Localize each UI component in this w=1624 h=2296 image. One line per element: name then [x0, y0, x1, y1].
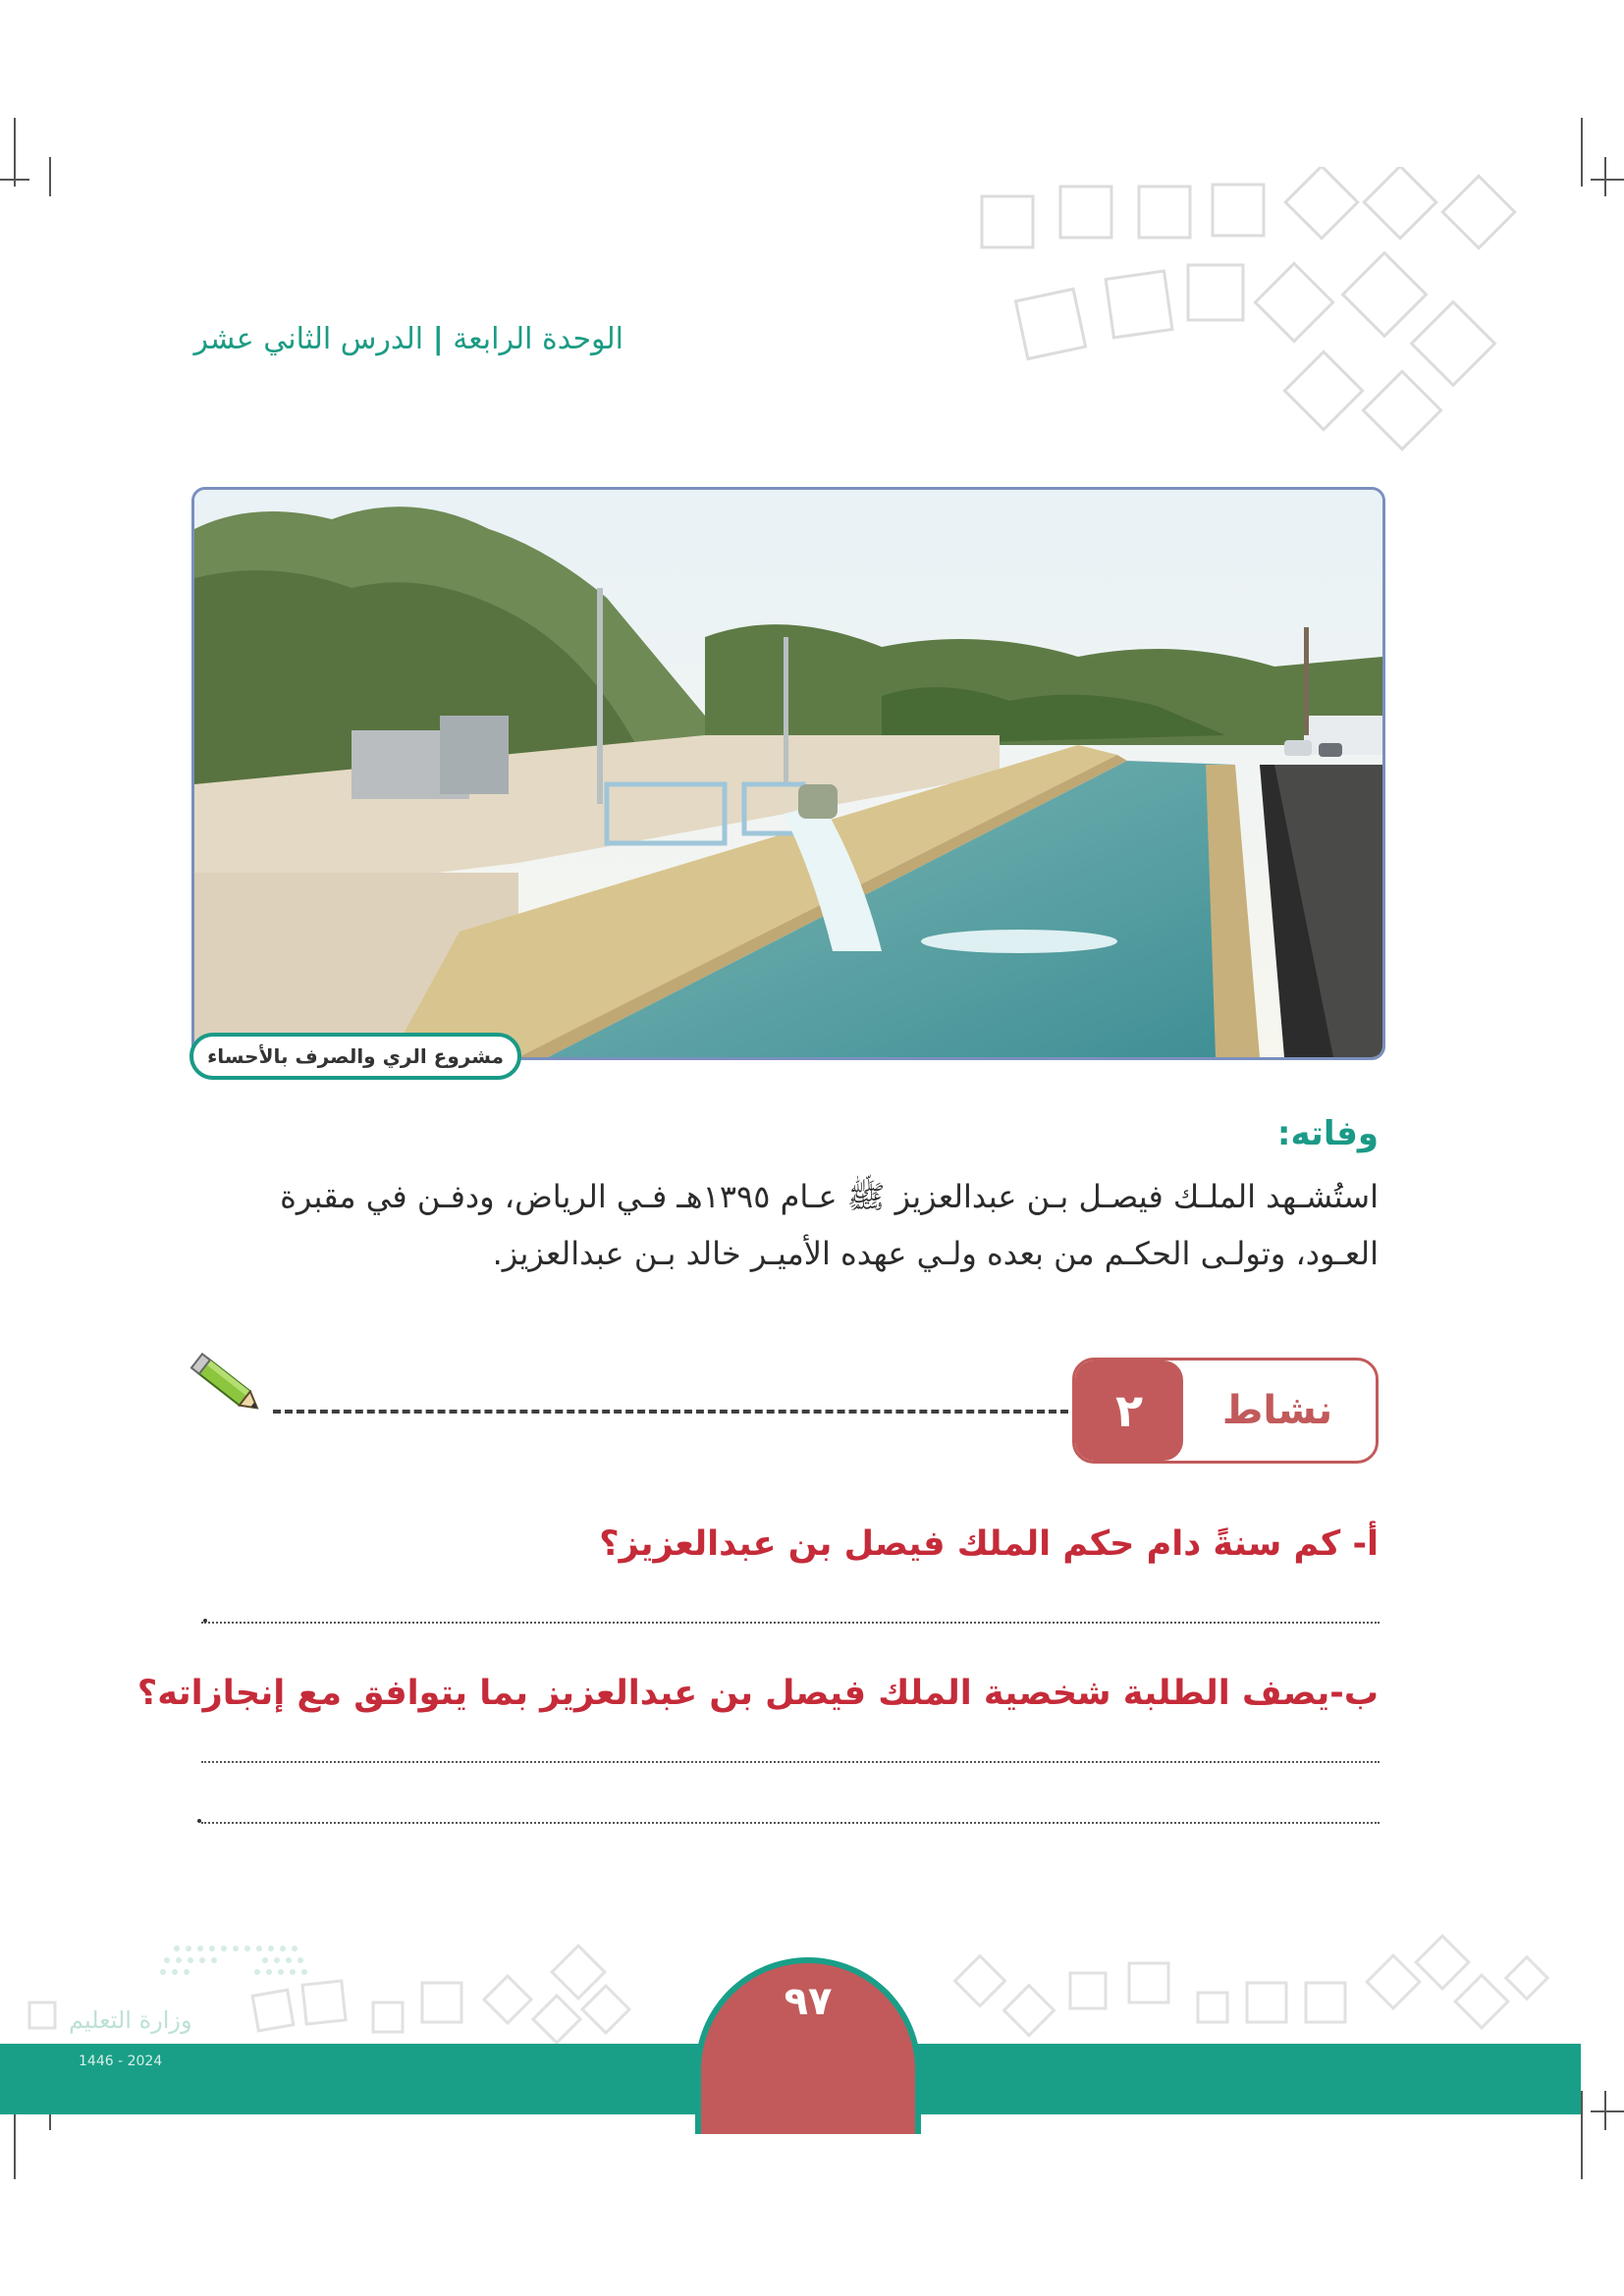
crop-mark — [1591, 2110, 1624, 2112]
activity-label: نشاط — [1221, 1388, 1333, 1433]
ministry-name: وزارة التعليم — [69, 2006, 192, 2034]
activity-badge — [1072, 1358, 1379, 1464]
crop-mark — [0, 179, 29, 181]
question-a: أ- كم سنةً دام حكم الملك فيصل بن عبدالعزيز؟ — [599, 1524, 1379, 1564]
crop-mark — [49, 157, 51, 196]
crop-mark — [1581, 2091, 1583, 2179]
decorative-pattern — [962, 167, 1571, 461]
answer-line-a[interactable] — [201, 1622, 1380, 1624]
paragraph-line: العـود، وتولـى الحكـم من بعده ولـي عهده الأميـر خالد بـن عبدالعزيز. — [492, 1235, 1379, 1272]
unit-lesson-header — [191, 322, 623, 356]
section-heading: وفاته: — [1276, 1114, 1379, 1153]
pencil-icon — [189, 1351, 267, 1419]
crop-mark — [1591, 179, 1624, 181]
photo-caption: مشروع الري والصرف بالأحساء — [189, 1033, 521, 1080]
answer-dot — [203, 1619, 207, 1623]
header-separator: | — [432, 322, 444, 356]
crop-mark — [14, 118, 16, 187]
crop-mark — [1581, 118, 1583, 187]
irrigation-photo — [191, 487, 1385, 1060]
ministry-year: 2024 - 1446 — [79, 2054, 163, 2069]
unit-title: الوحدة الرابعة — [453, 322, 623, 356]
page-number: ٩٧ — [784, 1979, 833, 2024]
lesson-title: الدرس الثاني عشر — [193, 322, 424, 356]
ministry-logo-icon — [29, 1939, 314, 2056]
activity-number: ٢ — [1075, 1361, 1183, 1461]
answer-dot — [197, 1819, 201, 1823]
crop-mark — [1604, 157, 1606, 196]
activity-divider — [273, 1410, 1068, 1414]
section-paragraph — [190, 1168, 1379, 1282]
question-b: ب-يصف الطلبة شخصية الملك فيصل بن عبدالعزيز بما يتوافق مع إنجازاته؟ — [136, 1674, 1379, 1713]
answer-line-b1[interactable] — [201, 1761, 1380, 1763]
paragraph-line: استُشـهد الملـك فيصـل بـن عبدالعزيز ﷺ عـام ١٣٩٥هـ فـي الرياض، ودفـن في مقبرة — [280, 1178, 1379, 1215]
answer-line-b2[interactable] — [201, 1822, 1380, 1824]
